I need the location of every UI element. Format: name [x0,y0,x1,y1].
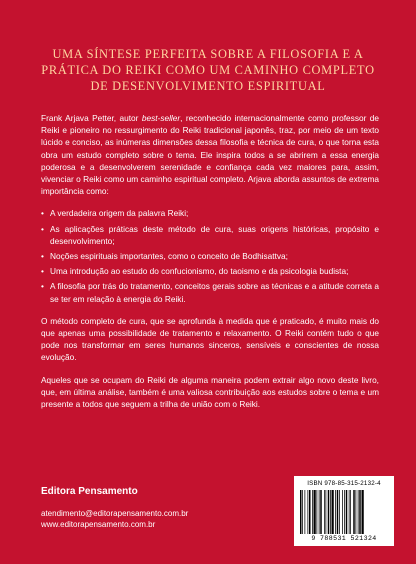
intro-best-seller: best-seller [141,113,181,123]
barcode-bar [319,490,320,534]
barcode-bar [314,490,316,534]
barcode-bar [342,490,343,534]
barcode-bar [359,490,361,534]
barcode-bar [337,490,339,534]
back-cover-headline: UMA SÍNTESE PERFEITA SOBRE A FILOSOFIA E A PRÁTICA DO REIKI COMO UM CAMINHO COMPLETO DE DESENVOLVIMENTO ESPIRITUAL [41,47,375,94]
barcode-bar [300,490,302,534]
publisher-contacts [41,508,188,530]
barcode-bar [353,490,355,534]
publisher-name: Editora Pensamento [41,486,138,497]
publisher-email: atendimento@editorapensamento.com.br [41,509,189,518]
barcode-bar [320,490,322,534]
intro-author: Frank Arjava Petter, autor [41,113,142,123]
barcode-bar [324,490,325,534]
barcode-bar [326,490,327,534]
topic-item: • Noções espirituais importantes, como o conceito de Bodhisattva; [41,250,379,262]
method-paragraph: O método completo de cura, que se aprofunda à medida que é praticado, é muito mais do que apenas uma possibilidade de tratamento e relaxamento. O Reiki contém tudo o que pode nos transformar em seres humanos sinceros, sensíveis e conscientes de nossa evolução. [41,315,379,363]
topic-item: • A verdadeira origem da palavra Reiki; [41,207,379,219]
barcode-bar [312,490,313,534]
barcode-bars [300,490,388,534]
barcode-bar [339,490,340,534]
isbn-barcode [294,476,394,546]
barcode-bar [308,490,309,534]
barcode-bar [332,490,334,534]
barcode-bar [317,490,318,534]
topic-list [41,207,379,304]
barcode-bar [356,490,357,534]
topic-item: • As aplicações práticas deste método de cura, suas origens históricas, propósito e desenvolvimento; [41,223,379,247]
barcode-bar [335,490,336,534]
intro-rest: , reconhecido internacionalmente como professor de Reiki e pioneiro no ressurgimento do Reiki tradicional japonês, traz, por meio de um texto lúcido e conciso, as inúmeras dimensões dessa filosofia e técnica de cura, o que torna esta obra um estudo completo sobre o tema. Ele inspira todos a se abrirem a essa energia poderosa e a desenvolverem serenidade e confiança cada vez maiores para, assim, vivenciar o Reiki como um caminho espiritual completo. Arjava aborda assuntos de extrema importância como: [41,113,379,197]
intro-paragraph [41,112,379,197]
barcode-bar [358,490,359,534]
barcode-bar [302,490,303,534]
barcode-bar [346,490,348,534]
barcode-bar [344,490,345,534]
barcode-bar [328,490,330,534]
isbn-label: ISBN 978-85-315-2132-4 [307,480,381,487]
barcode-bar [330,490,331,534]
closing-paragraph: Aqueles que se ocupam do Reiki de alguma maneira podem extrair algo novo deste livro, que, em última análise, também é uma valiosa contribuição aos estudos sobre o tema e um presente a todos que seguem a trilha de união com o Reiki. [41,374,379,410]
topic-item: • Uma introdução ao estudo do confucionismo, do taoismo e da psicologia budista; [41,265,379,277]
barcode-digits: 9 788531 521324 [311,535,377,542]
publisher-website: www.editorapensamento.com.br [41,520,156,529]
barcode-bar [309,490,311,534]
barcode-bar [349,490,350,534]
barcode-bar [305,490,306,534]
barcode-bar [362,490,364,534]
barcode-bar [350,490,351,534]
topic-item: • A filosofia por trás do tratamento, conceitos gerais sobre as técnicas e a atitude correta a se ter em relação à energia do Reiki. [41,280,379,304]
synopsis [41,112,379,420]
